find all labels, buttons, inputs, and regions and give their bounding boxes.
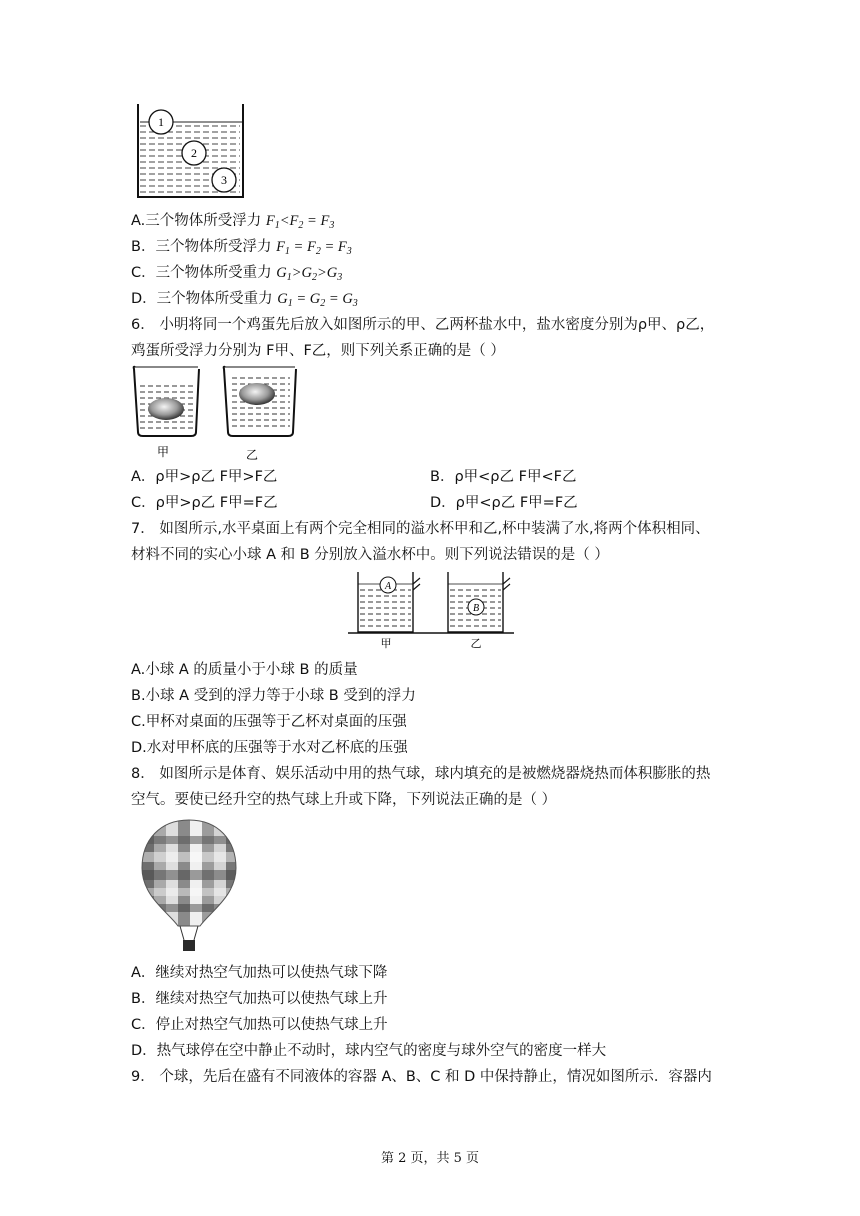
q9-stem-line1: 9． 个球，先后在盛有不同液体的容器 A、B、C 和 D 中保持静止，情况如图所示．容器内: [131, 1069, 712, 1085]
ball-1-label: 1: [158, 115, 164, 129]
ball-2-label: 2: [191, 146, 197, 160]
q6-option-c[interactable]: C．ρ甲>ρ乙 F甲=F乙: [131, 495, 278, 511]
q6-option-d[interactable]: D．ρ甲<ρ乙 F甲=F乙: [430, 495, 578, 511]
ball-3-label: 3: [221, 173, 227, 187]
q7-option-c[interactable]: C.甲杯对桌面的压强等于乙杯对桌面的压强: [131, 714, 407, 730]
q7-option-a[interactable]: A.小球 A 的质量小于小球 B 的质量: [131, 662, 358, 678]
q6-cups-figure: [130, 364, 300, 464]
balloon-basket: [183, 940, 195, 951]
hot-air-balloon-image: [138, 818, 240, 954]
q6-option-b[interactable]: B．ρ甲<ρ乙 F甲<F乙: [430, 469, 577, 485]
q7-cup-label-yi: 乙: [470, 637, 482, 650]
q5-option-c[interactable]: C．三个物体所受重力 $G_1>G_2>G_3$: [131, 265, 343, 283]
q5-option-d[interactable]: D．三个物体所受重力 $G_1 = G_2 = G_3$: [131, 291, 358, 309]
q8-option-b[interactable]: B．继续对热空气加热可以使热气球上升: [131, 991, 388, 1007]
q8-stem-line2: 空气。要使已经升空的热气球上升或下降，下列说法正确的是（ ）: [131, 792, 557, 808]
q8-option-d[interactable]: D．热气球停在空中静止不动时，球内空气的密度与球外空气的密度一样大: [131, 1043, 607, 1059]
q7-option-d[interactable]: D.水对甲杯底的压强等于水对乙杯底的压强: [131, 740, 408, 756]
q8-stem-line1: 8． 如图所示是体育、娱乐活动中用的热气球，球内填充的是被燃烧器烧热而体积膨胀的热: [131, 766, 711, 782]
q8-option-c[interactable]: C．停止对热空气加热可以使热气球上升: [131, 1017, 388, 1033]
q7-stem-line1: 7． 如图所示,水平桌面上有两个完全相同的溢水杯甲和乙,杯中装满了水,将两个体积相同、: [131, 521, 710, 537]
cup-yi: [224, 367, 296, 436]
q7-option-b[interactable]: B.小球 A 受到的浮力等于小球 B 受到的浮力: [131, 688, 416, 704]
q7-stem-line2: 材料不同的实心小球 A 和 B 分别放入溢水杯中。则下列说法错误的是（ ）: [131, 547, 609, 563]
q7-overflow-cups-figure: [346, 572, 516, 652]
q5-option-b[interactable]: B．三个物体所受浮力 $F_1 = F_2 = F_3$: [131, 239, 352, 257]
q5-tank-figure: [132, 104, 248, 200]
q6-option-a[interactable]: A．ρ甲>ρ乙 F甲>F乙: [131, 469, 278, 485]
q6-cup-label-jia: 甲: [156, 445, 170, 459]
q8-option-a[interactable]: A．继续对热空气加热可以使热气球下降: [131, 965, 388, 981]
q7-cup-label-jia: 甲: [380, 637, 392, 650]
q6-cup-label-yi: 乙: [245, 448, 259, 462]
ball-a-label: A: [384, 581, 392, 592]
page-footer: 第 2 页，共 5 页: [380, 1151, 480, 1166]
q6-stem-line1: 6． 小明将同一个鸡蛋先后放入如图所示的甲、乙两杯盐水中，盐水密度分别为ρ甲、ρ乙，: [131, 317, 715, 333]
q6-stem-line2: 鸡蛋所受浮力分别为 F甲、F乙，则下列关系正确的是（ ）: [131, 343, 505, 359]
ball-b-label: B: [472, 603, 480, 614]
cup-jia: [134, 367, 199, 436]
q5-option-a[interactable]: A.三个物体所受浮力 $F_1<F_2 = F_3$: [131, 213, 335, 231]
